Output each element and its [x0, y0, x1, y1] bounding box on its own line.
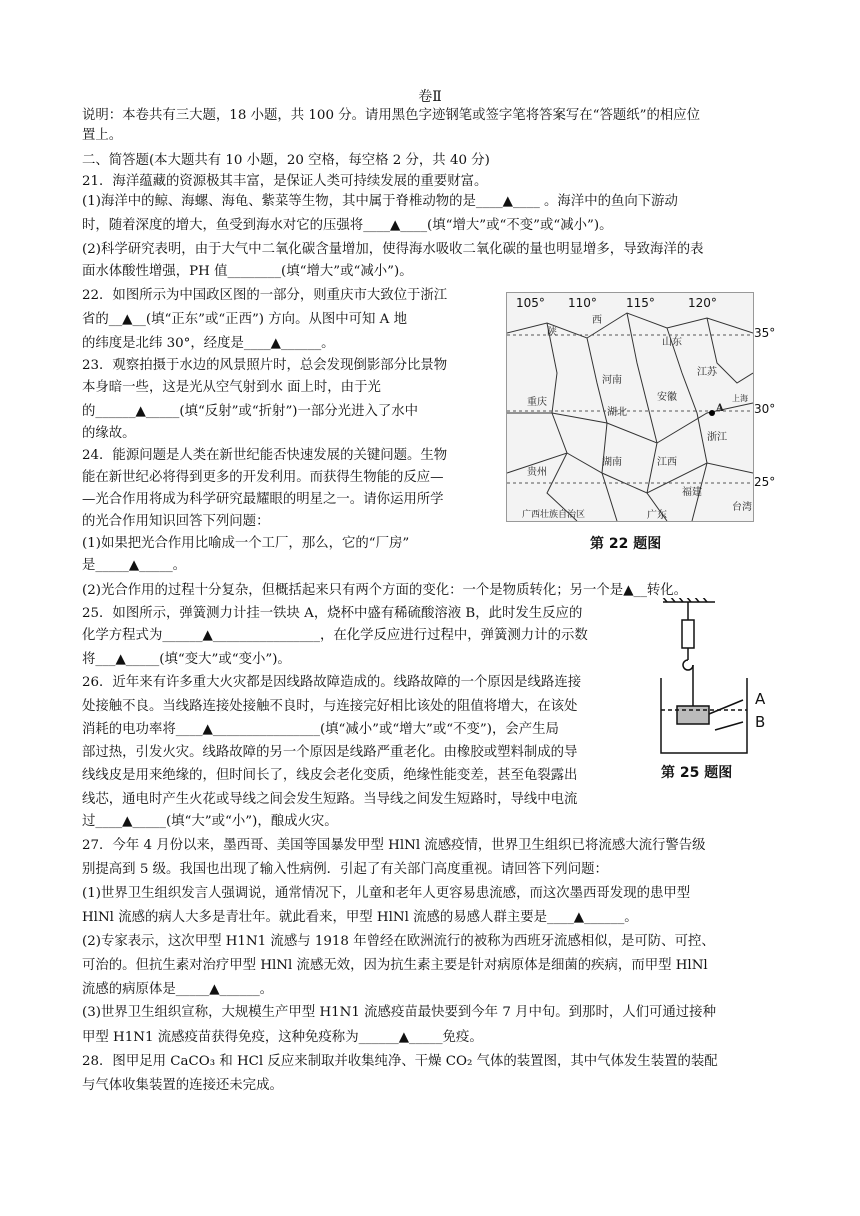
text-line: (1)世界卫生组织发言人强调说，通常情况下，儿童和老年人更容易患流感，而这次墨西哥发现的患甲型: [82, 886, 691, 901]
text-line: 21．海洋蕴藏的资源极其丰富，是保证人类可持续发展的重要财富。: [82, 174, 488, 189]
text-line: 的纬度是北纬 30°，经度是____▲______。: [82, 336, 335, 351]
text-line: 27．今年 4 月份以来，墨西哥、美国等国暴发甲型 HlNl 流感疫情，世界卫生组织已将流感大流行警告级: [82, 838, 706, 853]
map-label: 重庆: [527, 397, 547, 408]
map-label: A: [716, 403, 724, 414]
label-a: A: [755, 690, 766, 708]
text-line: 面水体酸性增强，PH 值________(填“增大”或“减小”)。: [82, 264, 413, 279]
text-line: 流感的病原体是_____▲______。: [82, 982, 274, 997]
text-line: (1)如果把光合作用比喻成一个工厂，那么，它的“厂房”: [82, 536, 410, 551]
text-line: 时，随着深度的增大，鱼受到海水对它的压强将____▲____(填“增大”或“不变”或“减小”)。: [82, 218, 613, 233]
text-line: 线线皮是用来绝缘的，但时间长了，线皮会老化变质，绝缘性能变差，甚至龟裂露出: [82, 768, 578, 783]
map-label: 山东: [662, 337, 682, 348]
text-line: (2)专家表示，这次甲型 H1N1 流感与 1918 年曾经在欧洲流行的被称为西班牙流感相似，是可防、可控、: [82, 934, 715, 949]
map-label: 福建: [682, 487, 702, 498]
longitude-label: 105°: [516, 296, 545, 310]
latitude-label: 30°: [754, 402, 776, 416]
map-label: 广东: [647, 510, 667, 521]
text-line: 的______▲_____(填“反射”或“折射”)一部分光进入了水中: [82, 404, 419, 419]
text-line: 别提高到 5 级。我国也出现了输入性病例．引起了有关部门高度重视。请回答下列问题：: [82, 862, 608, 877]
map-label: 贵州: [527, 467, 547, 478]
map-label: 上海: [732, 394, 748, 403]
map-label: 江苏: [697, 367, 717, 378]
text-line: 线芯，通电时产生火花或导线之间会发生短路。当导线之间发生短路时，导线中电流: [82, 792, 578, 807]
text-line: 26．近年来有许多重大火灾都是因线路故障造成的。线路故障的一个原因是线路连接: [82, 675, 582, 690]
map-label: 浙江: [707, 432, 727, 443]
text-line: HlNl 流感的病人大多是青壮年。就此看来，甲型 HlNl 流感的易感人群主要是____▲______。: [82, 910, 638, 925]
text-line: 将___▲_____(填“变大”或“变小”)。: [82, 652, 291, 667]
text-line: 二、简答题(本大题共有 10 小题，20 空格，每空格 2 分，共 40 分): [82, 153, 490, 168]
text-line: 置上。: [82, 128, 123, 143]
apparatus-drawing: [655, 598, 770, 758]
text-line: (2)科学研究表明，由于大气中二氧化碳含量增加，使得海水吸收二氧化碳的量也明显增多，导致海洋的表: [82, 242, 704, 257]
text-line: 25．如图所示，弹簧测力计挂一铁块 A，烧杯中盛有稀硫酸溶液 B，此时发生反应的: [82, 606, 583, 621]
text-line: 22．如图所示为中国政区图的一部分，则重庆市大致位于浙江: [82, 288, 448, 303]
text-line: —光合作用将成为科学研究最耀眼的明星之一。请你运用所学: [82, 492, 444, 507]
section-title: 卷Ⅱ: [418, 89, 442, 105]
text-line: 23．观察拍摄于水边的风景照片时，总会发现倒影部分比景物: [82, 358, 448, 373]
figure-22-caption: 第 22 题图: [590, 536, 662, 552]
text-line: 部过热，引发火灾。线路故障的另一个原因是线路严重老化。由橡胶或塑料制成的导: [82, 745, 578, 760]
spring-balance-apparatus: [655, 598, 770, 758]
text-line: 过____▲_____(填“大”或“小”)，酿成火灾。: [82, 814, 338, 829]
text-line: 化学方程式为______▲________________，在化学反应进行过程中，弹簧测力计的示数: [82, 628, 588, 643]
china-map-figure: [506, 292, 754, 522]
map-label: 陕: [547, 327, 557, 338]
text-line: (3)世界卫生组织宣称，大规模生产甲型 H1N1 流感疫苗最快要到今年 7 月中旬。到那时，人们可通过接种: [82, 1005, 716, 1020]
latitude-label: 25°: [754, 475, 776, 489]
label-b: B: [755, 713, 766, 731]
text-line: 与气体收集装置的连接还未完成。: [82, 1078, 283, 1093]
text-line: 能在新世纪必将得到更多的开发利用。而获得生物能的反应—: [82, 470, 444, 485]
map-label: 西: [592, 315, 602, 326]
text-line: 消耗的电功率将____▲________________(填“减小”或“增大”或“不变”)，会产生局: [82, 722, 559, 737]
text-line: 的缘故。: [82, 426, 136, 441]
figure-25-caption: 第 25 题图: [661, 765, 733, 781]
text-line: 省的__▲__(填“正东”或“正西”) 方向。从图中可知 A 地: [82, 312, 407, 327]
text-line: 本身暗一些，这是光从空气射到水 面上时，由于光: [82, 380, 381, 395]
map-label: 湖南: [602, 457, 622, 468]
text-line: 处接触不良。当线路连接处接触不良时，与连接完好相比该处的阻值将增大，在该处: [82, 699, 578, 714]
map-label: 湖北: [607, 407, 627, 418]
text-line: 的光合作用知识回答下列问题：: [82, 514, 270, 529]
point-a-marker: [709, 410, 715, 416]
map-label: 河南: [602, 375, 622, 386]
latitude-label: 35°: [754, 326, 776, 340]
text-line: 甲型 H1N1 流感疫苗获得免疫，这种免疫称为______▲_____免疫。: [82, 1030, 483, 1045]
longitude-label: 115°: [626, 296, 655, 310]
text-line: 可治的。但抗生素对治疗甲型 HlNl 流感无效，因为抗生素主要是针对病原体是细菌的疾病，而甲型 HlNl: [82, 958, 708, 973]
map-label: 江西: [657, 457, 677, 468]
text-line: 说明：本卷共有三大题，18 小题，共 100 分。请用黑色字迹钢笔或签字笔将答案写在“答题纸”的相应位: [82, 108, 701, 123]
longitude-label: 120°: [688, 296, 717, 310]
text-line: 24．能源问题是人类在新世纪能否快速发展的关键问题。生物: [82, 448, 448, 463]
longitude-label: 110°: [568, 296, 597, 310]
map-label: 台湾: [732, 502, 752, 513]
text-line: (1)海洋中的鲸、海螺、海龟、紫菜等生物，其中属于脊椎动物的是____▲____ 。海洋中的鱼向下游动: [82, 194, 678, 209]
map-label: 安徽: [657, 392, 677, 403]
text-line: (2)光合作用的过程十分复杂，但概括起来只有两个方面的变化：一个是物质转化；另一个是▲__转化。: [82, 583, 688, 598]
text-line: 是_____▲_____。: [82, 558, 187, 573]
map-label: 广西壮族自治区: [522, 510, 586, 520]
text-line: 28．图甲足用 CaCO₃ 和 HCl 反应来制取并收集纯净、干燥 CO₂ 气体的装置图，其中气体发生装置的装配: [82, 1054, 718, 1069]
